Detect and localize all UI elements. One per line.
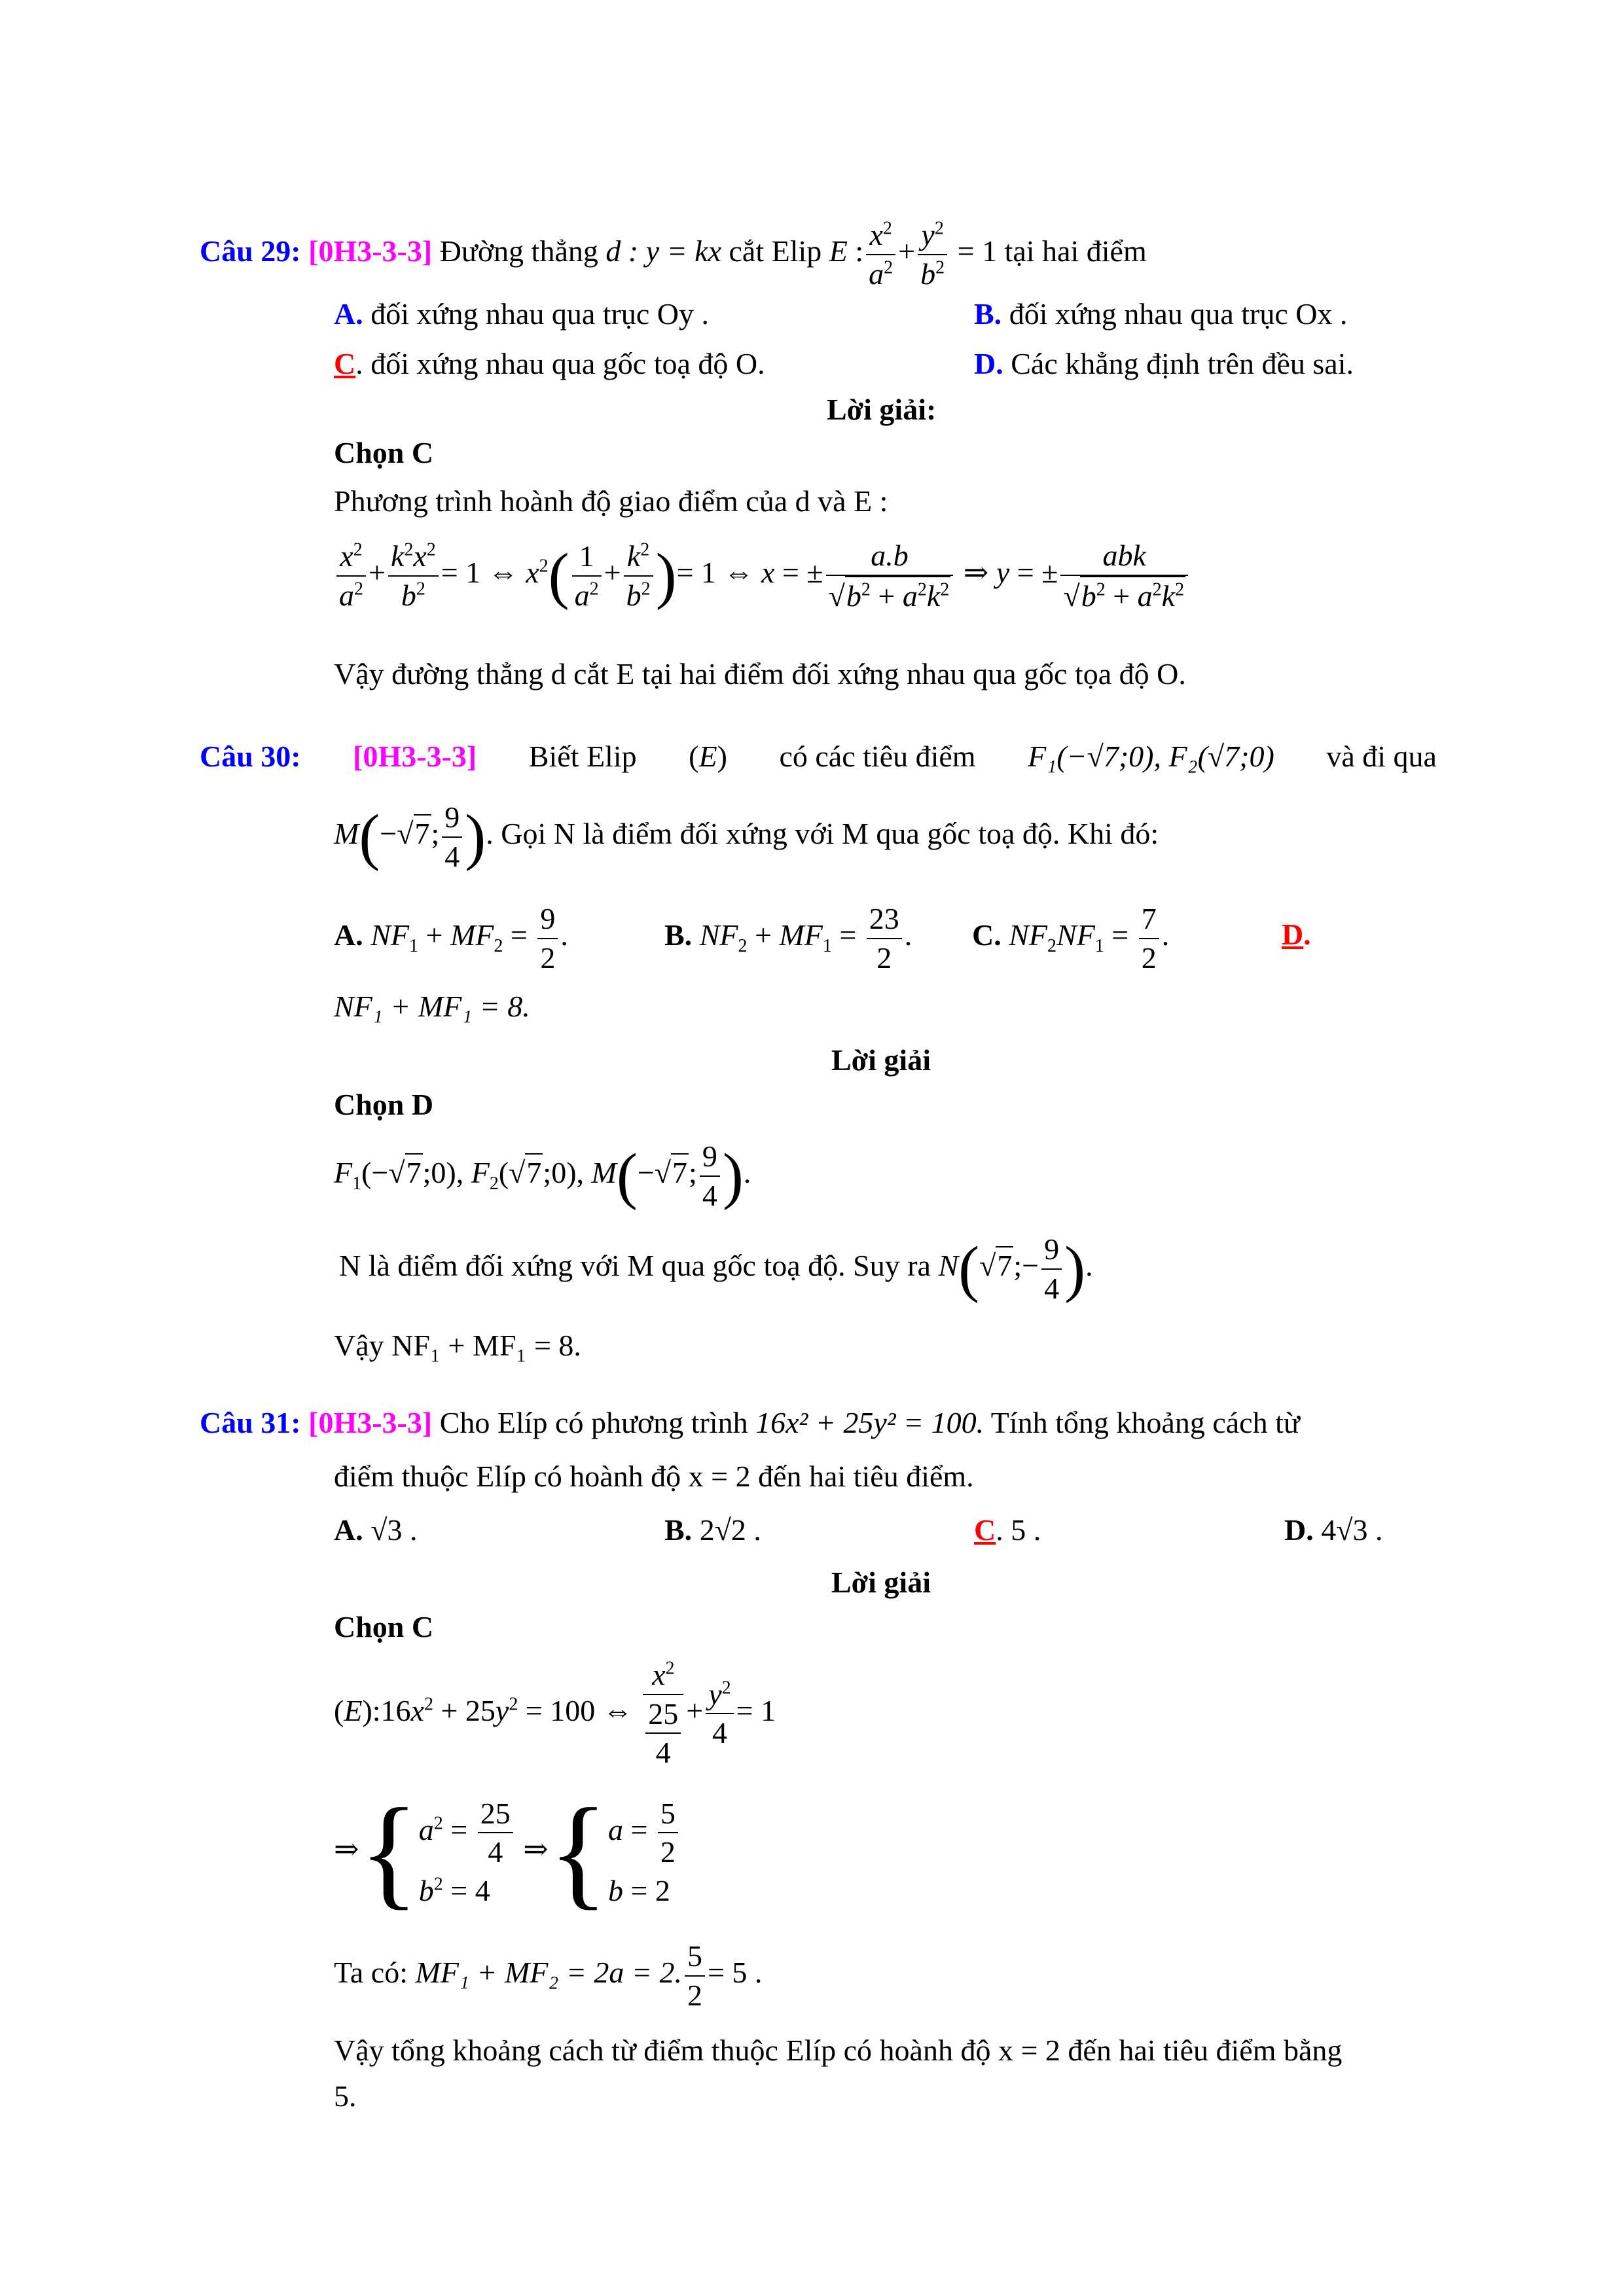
option-b[interactable]: B. 2√2 . [664,1513,761,1547]
answer-choice: Chọn C [334,1610,434,1643]
option-a[interactable]: A. đối xứng nhau qua trục Oy . [334,297,710,331]
solution-system: ⇒{ $a^2$ = $\frac{25}{4}$ $b^2 = 4$ ⇒{ a = $\frac{5}{2}$ b = 2 [334,1790,681,1914]
ellipse-equation: 16x² + 25y² = 100. [755,1406,984,1439]
q31-stem-line2: điểm thuộc Elíp có hoành độ x = 2 đến hai tiêu điểm. [334,1460,974,1493]
solution-line: Ta có: MF₁ + MF₂ = 2a = 2. $\frac{5}{2}$ = 5 . [334,1937,762,2014]
solution-title: Lời giải [831,1043,931,1077]
q31-stem-line1: Câu 31: [0H3-3-3] Cho Elíp có phương trình 16x² + 25y² = 100. Tính tổng khoảng cách từ [200,1406,1300,1439]
option-b[interactable]: B. $NF_2 + MF_1$ = $\frac{23}{2}$ . [664,900,912,977]
option-a[interactable]: A. $NF_1 + MF_2$ = $\frac{9}{2}$ . [334,900,568,977]
question-number: Câu 29: [200,234,301,268]
solution-equation: $(E):16x^2 + 25y^2 = 100$ ⇔ $\frac{x^2}{\frac{25}{4}}$ + $\frac{y^2}{4}$ = 1 [334,1656,776,1772]
question-number: Câu 30: [200,740,301,773]
question-tag: [0H3-3-3] [353,740,477,773]
line-equation: d : y = kx [605,234,721,268]
question-number: Câu 31: [200,1406,301,1439]
solution-title: Lời giải: [827,393,937,426]
option-c[interactable]: C. 5 . [974,1513,1041,1547]
option-d-text[interactable]: NF₁ + MF₁ = 8. [334,990,530,1023]
solution-conclusion: Vậy tổng khoảng cách từ điểm thuộc Elíp có hoành độ x = 2 đến hai tiêu điểm bằng [334,2034,1343,2067]
option-c[interactable]: C. đối xứng nhau qua gốc toạ độ O. [334,347,765,380]
option-d[interactable]: D. 4√3 . [1284,1513,1383,1547]
option-d[interactable]: D. Các khẳng định trên đều sai. [974,347,1354,380]
option-d-marker[interactable]: D. [1282,918,1311,951]
fraction: $\frac{x^2}{a^2}$ [866,216,895,293]
ellipse-name: E [829,234,848,268]
solution-conclusion: 5. [334,2079,357,2113]
stem-text: Đường thẳng [439,234,598,268]
stem-text: = 1 tại hai điểm [957,234,1147,268]
option-a[interactable]: A. √3 . [334,1513,418,1547]
q30-stem-line2: M(−√7; $\frac{9}{4}$ ). Gọi N là điểm đối xứng với M qua gốc toạ độ. Khi đó: [334,798,1159,875]
question-tag: [0H3-3-3] [308,1406,433,1439]
solution-conclusion: Vậy đường thẳng d cắt E tại hai điểm đối xứng nhau qua gốc tọa độ O. [334,657,1186,691]
ellipse-name: (E) [689,740,727,773]
option-c[interactable]: C. $NF_2NF_1$ = $\frac{7}{2}$ . [972,900,1169,977]
question-tag: [0H3-3-3] [308,234,433,268]
solution-line: N là điểm đối xứng với M qua gốc toạ độ. Suy ra N(√7;− $\frac{9}{4}$ ). [339,1230,1093,1307]
answer-choice: Chọn C [334,436,434,469]
q29-stem: Câu 29: [0H3-3-3] Đường thẳng d : y = kx cắt Elip E : $\frac{x^2}{a^2}$ + $\frac{y^2}{b^2}$ = 1 tại hai điểm [200,216,1147,293]
answer-choice: Chọn D [334,1088,434,1121]
q30-stem-line1: Câu 30: [0H3-3-3] Biết Elip (E) có các tiêu điểm F₁(−√7;0), F₂(√7;0) và đi qua [200,738,1437,774]
solution-conclusion: Vậy NF₁ + MF₁ = 8. [334,1329,581,1362]
foci: F₁(−√7;0), F₂(√7;0) [1028,740,1274,773]
solution-title: Lời giải [831,1566,931,1599]
fraction: $\frac{y^2}{b^2}$ [918,216,947,293]
solution-line: Phương trình hoành độ giao điểm của d và E : [334,484,888,518]
solution-equation: $\frac{x^2}{a^2}$ + $\frac{k^2x^2}{b^2}$ = 1 ⇔ $x^2$( $\frac{1}{a^2}$ + $\frac{k^2}{b^2}$ )= 1 ⇔ x = ± $\frac{a.b}{√b^2 + a^2k^2}$ ⇒ y = ± $\frac{\text{abk}}{√b^2 + a^2k^2}$ [334,537,1191,615]
option-b[interactable]: B. đối xứng nhau qua trục Ox . [974,297,1348,331]
solution-points: $F_1(-√7;0)$, $F_2(√7;0)$, M(−√7; $\frac{9}{4}$ ). [334,1138,751,1214]
stem-text: cắt Elip [729,234,822,268]
